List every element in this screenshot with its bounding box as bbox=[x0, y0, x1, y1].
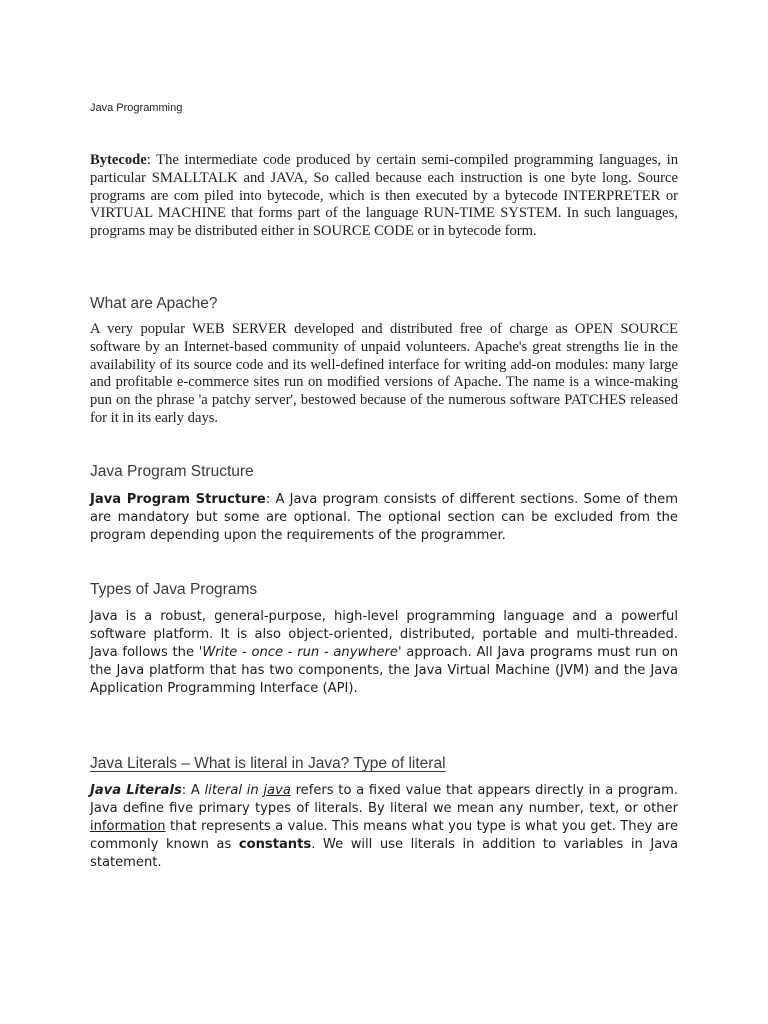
types-motto: Write - once - run - anywhere bbox=[202, 645, 398, 660]
structure-body bbox=[90, 491, 678, 545]
types-paragraph bbox=[90, 608, 678, 698]
apache-paragraph: A very popular WEB SERVER developed and distributed free of charge as OPEN SOURCE software by an Internet-based community of unpaid volunteers. Apache's great strengths lie in the availability of its source code and its well-defined interface for writing add-on modules: many large and profitable e-commerce sites run on modified versions of Apache. The name is a wince-making pun on the phrase 'a patchy server', bestowed because of the numerous software PATCHES released for it in its early days. bbox=[90, 321, 678, 426]
literals-text-2: that represents a value. This means what you type is what you get. They are commonly known as bbox=[90, 819, 678, 852]
page-header: Java Programming bbox=[90, 102, 183, 114]
literals-paragraph bbox=[90, 782, 678, 872]
structure-text: : A Java program consists of different sections. Some of them are mandatory but some are optional. The optional section can be excluded from the program depending upon the requirements of the programmer. bbox=[90, 492, 678, 543]
literals-body bbox=[90, 782, 678, 872]
structure-term: Java Program Structure bbox=[90, 492, 266, 507]
literals-heading[interactable] bbox=[90, 755, 678, 773]
bytecode-term: Bytecode bbox=[90, 152, 147, 168]
bytecode-paragraph bbox=[90, 152, 678, 241]
java-link[interactable]: java bbox=[263, 783, 291, 798]
literals-section bbox=[90, 755, 678, 773]
literals-text-1: refers to a fixed value that appears directly in a program. Java define five primary types of literals. By literal we mean any number, text, or other bbox=[90, 783, 678, 816]
types-text-before: Java is a robust, general-purpose, high-level programming language and a powerful software platform. It is also object-oriented, distributed, portable and multi-threaded. Java follows the ' bbox=[90, 609, 678, 660]
literals-heading-link[interactable]: Java Literals – What is literal in Java? Type of literal bbox=[90, 755, 446, 772]
literals-text-3: . We will use literals in addition to variables in Java statement. bbox=[90, 837, 678, 870]
apache-section bbox=[90, 295, 678, 313]
bytecode-text: The intermediate code produced by certain semi-compiled programming languages, in particular SMALLTALK and JAVA, So called because each instruction is one byte long. Source programs are com piled into bytecode, which is then executed by a bytecode INTERPRETER or VIRTUAL MACHINE that forms part of the language RUN-TIME SYSTEM. In such languages, programs may be distributed either in SOURCE CODE or in bytecode form. bbox=[90, 152, 678, 240]
literals-colon: : A bbox=[181, 783, 205, 798]
literals-italic-lead: literal in bbox=[204, 783, 264, 798]
types-body bbox=[90, 608, 678, 698]
apache-heading: What are Apache? bbox=[90, 295, 218, 312]
types-heading: Types of Java Programs bbox=[90, 581, 258, 598]
structure-paragraph bbox=[90, 491, 678, 545]
literals-term: Java Literals bbox=[90, 783, 182, 798]
apache-body bbox=[90, 321, 678, 428]
structure-heading: Java Program Structure bbox=[90, 463, 254, 480]
constants-bold: constants bbox=[238, 837, 312, 852]
bytecode-section bbox=[90, 152, 678, 241]
types-text-after: ' approach. All Java programs must run on the Java platform that has two components, the Java Virtual Machine (JVM) and the Java Application Programming Interface (API). bbox=[90, 645, 679, 696]
structure-section bbox=[90, 463, 678, 481]
types-section bbox=[90, 581, 678, 599]
information-link[interactable]: information bbox=[90, 819, 166, 834]
bytecode-separator: : bbox=[146, 152, 151, 168]
